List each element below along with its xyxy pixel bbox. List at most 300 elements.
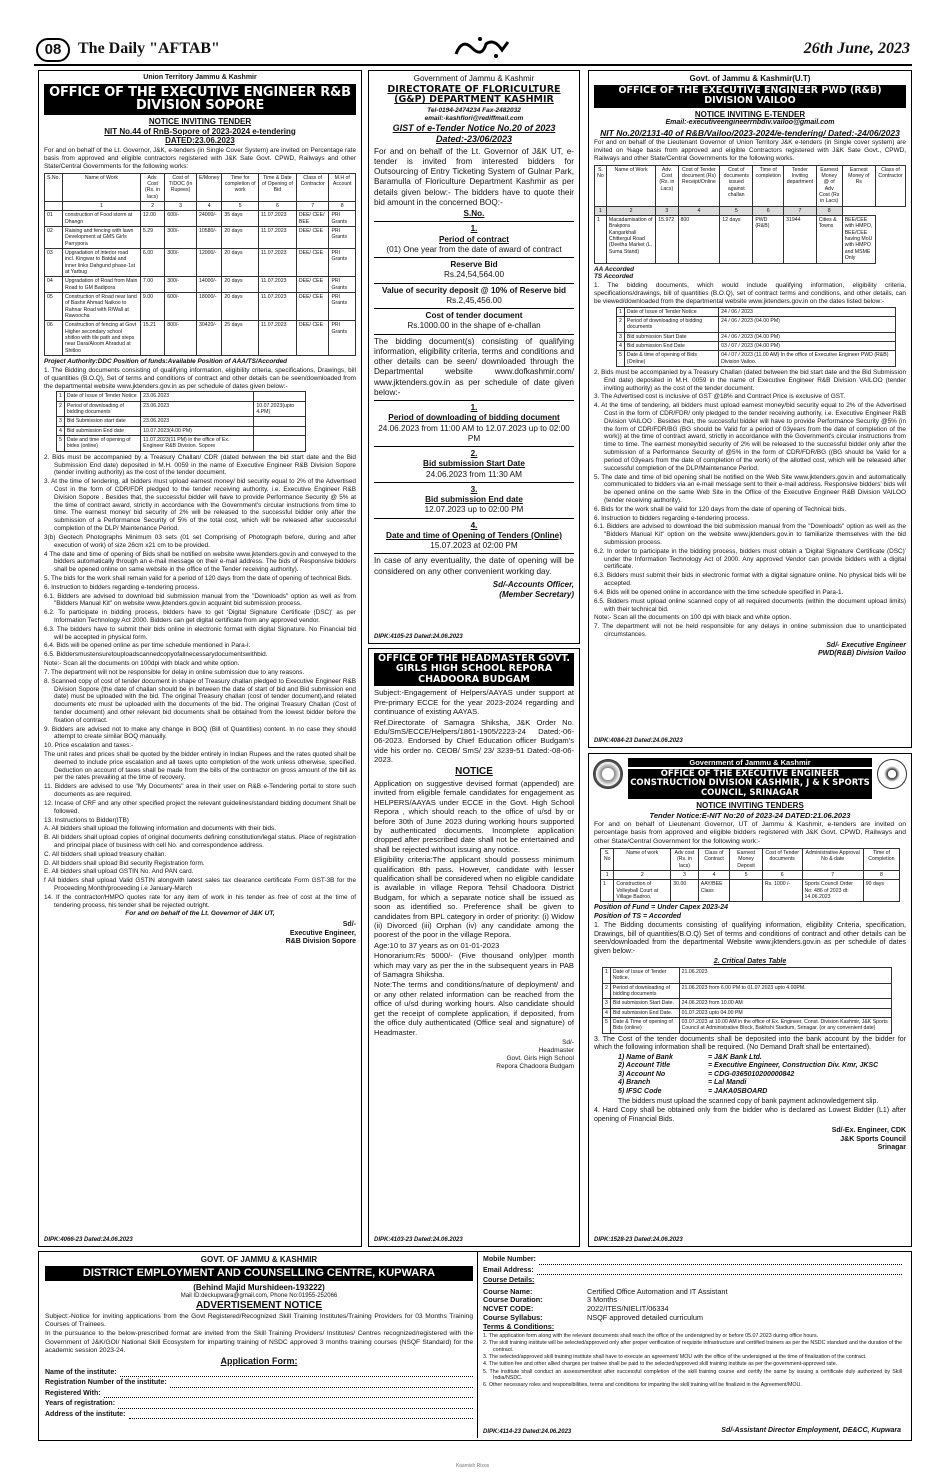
- bank-row: [618, 1062, 906, 1071]
- list-item: 6.1. Bidders are advised to download the bid submission manual from the "Downloads" option as well as the "Bidders Manual Kit" option on the website www.jktenders.gov.in to familiarize themselves with the bid submission process.: [594, 523, 906, 547]
- table-cell: Period of downloading of bidding documents: [610, 983, 679, 999]
- table-header-number: 3: [165, 201, 197, 210]
- list-item: 13. Instructions to Bidder(ITB): [44, 816, 129, 824]
- sports-council-logo-icon: [877, 759, 907, 789]
- table-row: [45, 226, 356, 248]
- bank-label: 3) Account No: [618, 1070, 666, 1078]
- signature-line: R&B Division Sopore: [285, 938, 356, 946]
- dip-number: DIPK:4105-23 Dated:24.06.2023: [374, 633, 463, 640]
- table-header-number: 1: [595, 206, 607, 215]
- signature-line: Srinagar: [877, 1144, 906, 1152]
- table-header-number: 6: [762, 870, 802, 879]
- item-1-no: 1.: [470, 224, 478, 234]
- dip-number: DIPK:1528-23 Dated:24.06.2023: [594, 1236, 683, 1243]
- table-header-cell: Class of Contractor: [296, 173, 329, 201]
- table-header-number: 5: [222, 201, 258, 210]
- reference: Ref.Directorate of Samagra Shiksha, J&K Order No. Edu/SmS/ECCE/Helpers/1861-1905/2223-24 Dated:-06-06-2023. Endorsed by Chief Education officer Budgam's vide his order no. CEOB/ SmS/ 23/ 3239-51 Dated:-08-06-2023.: [374, 717, 574, 765]
- table-header-cell: Tender Inviting department: [784, 165, 817, 206]
- office-title: DISTRICT EMPLOYMENT AND COUNSELLING CENTRE, KUPWARA: [45, 1266, 473, 1281]
- table-header-cell: Earnest Money @ of Adv Cost (Rs in Lacs): [816, 165, 842, 206]
- list-item: Note:- Scan all the documents on 100 dpi with black and white option.: [594, 614, 792, 622]
- date-1-label: Period of downloading of bidding document: [388, 413, 560, 423]
- table-cell: 800: [678, 216, 720, 263]
- table-cell: PRI Grants: [329, 226, 356, 248]
- works-table: [44, 173, 356, 357]
- table-header-number: 7: [296, 201, 329, 210]
- list-item: 6. Instruction to bidders regarding e-tendering process.: [44, 583, 200, 591]
- form-field: [45, 1379, 473, 1388]
- signature-block: [44, 921, 356, 947]
- nit-number: NIT No.44 of RnB-Sopore of 2023-2024 e-tendering: [104, 126, 296, 136]
- list-item: f All bidders shall upload Valid GSTIN alongwith latest sales tax clearance certificate Form GST-3B for the Proceeding Month/proceeding i.e January-March: [44, 877, 356, 892]
- table-row: [617, 307, 896, 316]
- list-item: A. All bidders shall upload the following information and documents with their bids.: [44, 825, 276, 833]
- nit-heading: NOTICE INVITING TENDER: [148, 116, 252, 126]
- issue-date: 26th June, 2023: [803, 40, 910, 57]
- intro-text: For and on behalf of the Lieutenant Governor of Union Territory J&K e-tenders (in Single cover system) are invited on %age basis from approved and eligible Contractors registered with J&K Sate Govt., CPWD, Railways and other State/Central Governments for the following works.: [594, 139, 906, 162]
- table-cell: Bid submission End date: [64, 426, 140, 435]
- list-item: 14. If the contractor/HMPO quotes rate for any item of work in his tender as free of cost at the time of tendering process, his tender shall be rejected outright.: [44, 893, 356, 909]
- table-row: [57, 436, 306, 452]
- table-cell: 12000/-: [196, 248, 221, 276]
- gov-label: Govt. of Jammu & Kashmir(U.T): [689, 74, 811, 83]
- list-item: 3. The selected/approved skill training institute shall have to execute an agreement/ MOU with the office of the undersigned at the time of finalization of the contract.: [483, 1354, 867, 1361]
- table-cell: 11.07.2023: [258, 248, 296, 276]
- decc-left-column: [45, 1255, 473, 1421]
- table-cell: Date of Issue of Tender Notice.: [610, 968, 679, 984]
- dip-number: DIPK:4066-23 Dated:24.06.2023: [44, 1236, 133, 1243]
- page-number: 08: [36, 38, 70, 62]
- table-row: [45, 211, 356, 227]
- table-cell: 5.29: [140, 226, 164, 248]
- signature-block: [594, 1127, 906, 1153]
- date-3-value: 12.07.2023 up to 02:00 PM: [424, 505, 524, 515]
- schedule-table: [616, 307, 896, 367]
- honorarium: Honorarium:Rs 5000/- (Five thousand only)per month which may vary as per the in the subsequent years in PAB of Samagra Shiksha.: [374, 951, 574, 980]
- para-1: In the pursuance to the below-prescribed format are invited from the Skill Training Providers/ Institutes/ Centres recognized/registered with the Government of J&K/GOI/ National Skill Ecosystem for imparting training of NSDC approved 3 months training courses (NSQF Standard) for the academic session 2023-24.: [45, 1330, 473, 1354]
- table-header-number: 7: [802, 870, 863, 879]
- table-cell: 600/-: [165, 211, 197, 227]
- address: (Behind Majid Murshideen-193222): [193, 1283, 325, 1293]
- table-cell: 06: [45, 321, 63, 356]
- para-1: Application on suggestive devised format (appended) are invited from eligible female candidates for engagement as HELPERS/AAYAS under ECCE in the Govt. High School Repora , which should reach to the office of u/sd by or before 30th of June 2023 during working hours supported by authenticated documents. Incomplete application dropped after prescribed date shall not be entertained and shall be rejected without issuing any notice.: [374, 778, 574, 854]
- table-cell: 3: [57, 417, 65, 426]
- list-item: 2. The skill training institute will be selected/approved only after proper verification of requisite infrastructure and certified trainers as per the NSDC standard and the duration of the contract.: [483, 1340, 902, 1353]
- table-header-number: 8: [329, 201, 356, 210]
- table-cell: Bid submission Start Date: [624, 332, 718, 341]
- signature-line: PWD(R&B) Division Vailoo: [817, 650, 906, 658]
- gov-label: Government of Jammu & Kashmir: [413, 74, 535, 83]
- critical-dates-heading: 2. Critical Dates Table: [713, 957, 787, 965]
- signature-line: Sd/-: [342, 921, 356, 929]
- table-cell: 24 / 06 / 2023 (04.00 PM): [719, 332, 896, 341]
- table-cell: Date of Issue of Tender Notice: [624, 307, 718, 316]
- table-header-cell: Time of completion: [753, 165, 784, 206]
- table-header-number: 8: [816, 206, 842, 215]
- table-cell: 1: [603, 968, 611, 984]
- table-cell: 21.06.2023 from 6.00 PM to 01.07.2023 upto 4.00PM.: [679, 983, 891, 999]
- bank-row: [618, 1079, 906, 1088]
- table-header-number: 3: [656, 206, 678, 215]
- table-cell: 25 days: [222, 321, 258, 356]
- security-label: Value of security deposit @ 10% of Reserve bid: [381, 285, 567, 295]
- list-item: 5. The institute shall conduct an assessment/test after successful completion of the skill training course and certify the same by issuing a certificate duly authorized by Skill India/NSDC.: [483, 1368, 902, 1382]
- list-item: 7. The department will not be held responsible for any delays in online submission due to unanticipated circumstances.: [594, 623, 906, 638]
- table-cell: 12 days: [720, 216, 753, 263]
- table-cell: 03 / 07 / 2023 (04.00 PM): [719, 341, 896, 350]
- nit-heading: NOTICE INVITING TENDERS: [696, 801, 804, 811]
- table-cell: DEE/ CEE: [296, 293, 329, 321]
- table-header-number: 5: [720, 206, 753, 215]
- table-cell: 23.06.2023: [141, 417, 254, 426]
- table-header-cell: Adv cost (Rs. in lacs): [671, 848, 699, 870]
- security-value: Rs.2,45,456.00: [446, 295, 502, 305]
- position-of-fund: Position of Fund = Under Capex 2023-24: [594, 904, 729, 912]
- para-1: 1. The Bidding documents consisting of qualifying information, eligibility Criteria, specification, Drawings, bill of quantities(B.O.Q) Set of terms and conditions of contract and other details can be seen/downloaded from the departmental Website www.jktenders.gov.in as per schedule of dates given below:-: [594, 922, 906, 955]
- table-header-number: 1: [601, 870, 614, 879]
- list-item: 11. Bidders are advised to use "My Documents" area in their user on R&B e-Tendering portal to store such documents as are required.: [44, 783, 356, 799]
- list-item: 8. Scanned copy of cost of tender document in shape of Treasury challan pledged to Executive Engineer R&B Division Sopore (the date of challan should be in between the date of start of bid and Bid submission end date) must be uploaded with the bid. The original Treasury challan (cost of tender document),and related documents etc must be uploaded with the documents of the bid. The original Treasury Challan (Cost of tender document) and other relevant bid documents shall be obtained from the lowest bidder before the fixation of contract.: [44, 677, 356, 724]
- form-heading: Application Form:: [220, 1355, 298, 1366]
- list-item: 3(b) Geotech Photographs Minimum 03 sets (01 set Comprising of Photograph before, during and after execution of work) of size 26cm x21 cm to be provided.: [44, 533, 356, 549]
- email: Email:-executiveengineerrnbdiv.vailoo@gmail.com: [665, 119, 835, 127]
- table-header-number: 4: [678, 206, 720, 215]
- table-header-cell: Adv. Cost (Rs. in Lacs): [656, 165, 678, 206]
- course-label: NCVET CODE:: [483, 1304, 534, 1314]
- signature-line: Sd/-: [562, 1038, 574, 1046]
- critical-dates-table: [602, 967, 892, 1034]
- dip-number: DIPK:4084-23 Dated:24.06.2023: [594, 737, 683, 744]
- pwd-vailoo-notice: [588, 70, 912, 748]
- table-cell: 4: [603, 1008, 611, 1017]
- table-cell: AAY/BEE Class: [698, 880, 730, 902]
- bank-label: 4) Branch: [618, 1079, 651, 1087]
- table-header-cell: E/Money: [196, 173, 221, 201]
- table-cell: Bid submission End Date: [624, 341, 718, 350]
- table-cell: Upgradation of interior road incl. Kingwar to Batdal and inner links Dahgund phase-1st at Yarbug: [62, 248, 140, 276]
- date-4-no: 4.: [470, 520, 478, 530]
- terms-heading: Terms & Conditions:: [483, 1322, 555, 1332]
- table-cell: 2: [617, 316, 625, 332]
- table-cell: Upgradation of Road from Main Road to GM Badipora: [62, 277, 140, 293]
- table-cell: [254, 436, 306, 452]
- table-cell: Rs. 1000 /-: [762, 880, 802, 902]
- list-item: 10. Price escalation and taxes:-: [44, 742, 134, 750]
- works-table: [600, 848, 900, 902]
- table-cell: 23.06.2023: [141, 392, 254, 401]
- table-cell: Construction of Volleyball Court at Village Badroo.: [614, 880, 671, 902]
- table-cell: 24 / 06 / 2023 (04.00 PM): [719, 316, 896, 332]
- table-row: [617, 341, 896, 350]
- list-item: 2. Bids must be accompanied by a Treasury Challan (dated between the bid start date and the Bid Submission End date) deposited in M.H. 0059 in the name of Executive Engineer R&B Division VAILOO (tender inviting authority) as the cost of the tender document.: [594, 368, 906, 392]
- table-cell: PRI Grants: [329, 277, 356, 293]
- list-item: 6. Bids for the work shall be valid for 120 days from the date of opening of Technical bids.: [594, 505, 847, 513]
- form-field-label: Course Details:: [483, 1277, 535, 1285]
- form-field-label: Registration Number of the institute:: [45, 1379, 167, 1387]
- table-cell: Period of downloading of bidding documents: [624, 316, 718, 332]
- signature-block: [374, 580, 574, 600]
- para-1: 1. The bidding documents, which would include qualifying information, eligibility criteria, specifications/drawings, bill of quantities (B.O.Q), set of contract terms and conditions, and other details, can be viewed/downloaded from the departmental website www.jktenders.gov.in on the dates listed below:-: [594, 282, 906, 305]
- table-cell: 10580/-: [196, 226, 221, 248]
- course-row: [483, 1288, 902, 1297]
- list-item: 6.4. Bids will be opened online in accordance with the time schedule specified in Para-1.: [594, 588, 844, 596]
- list-item: 6. Other necessary roles and responsibilities, terms and conditions for imparting the skill training will be finalized in the Agreement/MOU.: [483, 1382, 802, 1389]
- contact: Mail ID:deckupwara@gmail.com, Phone No:01955-252066: [180, 1292, 338, 1299]
- decc-kupwara-notice: [38, 1251, 912, 1441]
- table-row: [45, 248, 356, 276]
- table-cell: 2: [603, 983, 611, 999]
- advertisement-heading: ADVERTISEMENT NOTICE: [195, 1300, 323, 1312]
- bank-value: = Executive Engineer, Construction Div. Kmr, JKSC: [708, 1062, 879, 1070]
- table-cell: 02: [45, 226, 63, 248]
- table-cell: 10.07.2023(upto 4.PM): [254, 401, 306, 417]
- signature-line: Executive Engineer,: [289, 929, 356, 937]
- table-header-number: 6: [753, 206, 784, 215]
- list-item: 6.2. To participate in bidding process, bidders have to get 'Digital Signature Certificate (DSC)' as per Information Technology Act 2000. Bidders can get digital certificate from any approved vendor.: [44, 609, 356, 624]
- table-cell: 21.06.2023: [679, 968, 891, 984]
- table-cell: [730, 880, 762, 902]
- table-cell: 1: [595, 216, 607, 263]
- table-cell: 5: [617, 351, 625, 367]
- table-cell: 4: [617, 341, 625, 350]
- table-cell: 3: [617, 332, 625, 341]
- table-header-cell: Class of Contractor: [875, 165, 905, 206]
- table-cell: 04 / 07 / 2023 (11.00 AM) In the office of Executive Engineer PWD (R&B) Division Vailoo.: [719, 351, 896, 367]
- table-header-cell: S.No.: [45, 173, 63, 201]
- table-cell: 31944: [784, 216, 817, 263]
- office-title: OFFICE OF THE EXECUTIVE ENGINEER CONSTRUCTION DIVISION KASHMIR, J & K SPORTS COUNCIL, SRINAGAR: [628, 769, 872, 799]
- period-value: (01) One year from the date of award of contract: [386, 244, 562, 254]
- table-row: [603, 1008, 892, 1017]
- list-item: 6. Instruction to bidders regarding e-tendering process.: [594, 514, 750, 522]
- signature-line: Sd/- Executive Engineer: [826, 641, 906, 649]
- table-cell: 11.07.2023: [258, 226, 296, 248]
- table-cell: 15.21: [140, 321, 164, 356]
- course-label: Course Syllabus:: [483, 1313, 543, 1323]
- tender-cost-value: Rs.1000.00 in the shape of e-challan: [407, 321, 541, 331]
- course-details: [483, 1288, 902, 1324]
- course-value: 2022/ITES/NIELIT/06334: [587, 1304, 669, 1314]
- table-cell: Construction of Road near land of Bashir Ahmad Naikoo to Rahnar Road with R/Wall at Rawoocha: [62, 293, 140, 321]
- form-field-line: [539, 1256, 902, 1265]
- table-header-cell: Time of Completion: [863, 848, 899, 870]
- table-cell: Period of downloading of bidding documents: [64, 401, 140, 417]
- aa-label: AA Accorded: [594, 265, 635, 273]
- table-cell: 12.00: [140, 211, 164, 227]
- sports-council-notice: [588, 753, 912, 1247]
- bank-upload-note: The bidders must upload the scanned copy of bank payment acknowledgement slip.: [618, 1097, 879, 1105]
- gov-label: GOVT. OF JAMMU & KASHMIR: [200, 1255, 318, 1264]
- table-cell: 03.07.2023 at 10.00 AM in the office of Ex. Engineer, Const. Division Kashmir, J&K Sports Council at Administrative Block, Bakhshi Stadium, Srinagar. (or any convenient date): [679, 1018, 891, 1034]
- table-header-cell: Name of work: [614, 848, 671, 870]
- para-4: 4. Hard Copy shall be obtained only from the bidder who is declared as Lowest Bidder (L1) after opening of Financial Bids.: [594, 1107, 906, 1123]
- list-item: 12. Incase of CRF and any other specified project the relevant guidelines/standard bidding document Shall be followed.: [44, 799, 356, 815]
- table-cell: Date and time of opening of bides (online): [64, 436, 140, 452]
- reserve-bid-label: Reserve Bid: [450, 260, 498, 270]
- headmaster-notice: [368, 648, 580, 1247]
- signature-line: (Member Secretary): [499, 589, 574, 599]
- form-field-label: Years of registration:: [45, 1400, 116, 1408]
- table-cell: 1: [617, 307, 625, 316]
- form-field: [483, 1256, 902, 1265]
- table-cell: 2: [57, 401, 65, 417]
- table-cell: 11.07.2023: [258, 321, 296, 356]
- intro-text: For and on behalf of the Lt. Governor of J&K UT, e-tender is invited from interested bidders for Outsourcing of Entry Ticketing System of Gulnar Park, Baramulla of Floriculture Department Kashmir as per details given below:- The bidders have to quote their bid amount in the concerned BOQ:-: [374, 146, 574, 207]
- table-header-number: 2: [614, 870, 671, 879]
- table-cell: PWD (R&B): [753, 216, 784, 263]
- list-item: 4. At the time of tendering, all bidders must upload earnest money/bid security equal to 2% of the Advertised Cost in the form of CDR/FDR/ only pledged to the tender receiving authority, i.e. Executive Engineer R&B Division VAILOO . Besides that, the successful bidder will have to provide Performance Security @5% (in the form of CDR/FDR/BG (BG should be Valid for a period of 03years from the date of completion of the work)) at the time of contract award, strictly in accordance with the Government's circular instructions from time to time. The earnest money/bid security of 2% will be released to the successful bidder only after the submission of a Performance Security of @5% in the form of CDR/FDR/BG ((BG should be Valid for a period of 03years from the date of completion of the work) of the allotted cost, which will be released after successful completion of the DLP/Maintenance Period.: [594, 402, 906, 472]
- table-header-cell: M.H of Account: [329, 173, 356, 201]
- table-cell: Sports Council Order No: 486 of 2023 dt: 14.06.2023: [802, 880, 863, 902]
- list-item: 2. Bids must be accompanied by a Treasury Challan/ CDR (dated between the bid start date and the Bid Submission End date) deposited in M.H. 0059 in the name of Executive Engineer R&B Division Sopore (tender inviting authority) as the cost of the tender document.: [44, 453, 356, 477]
- table-header-cell: Class of Contract: [698, 848, 730, 870]
- ut-label: Union Territory Jammu & Kashmir: [143, 74, 257, 81]
- table-header-number: 8: [863, 870, 899, 879]
- table-cell: DEE/ CEE: [296, 321, 329, 356]
- table-row: [57, 417, 306, 426]
- table-cell: PRI Grants: [329, 211, 356, 227]
- signature-line: Sd/-Accounts Officer,: [492, 579, 574, 589]
- table-cell: Construction of fencing at Govt Higher secondary school shitloo with tile path and steps near Dara/Aloom Ahradud at Shitloo: [62, 321, 140, 356]
- dip-number: DIPK:4103-23 Dated:24.06.2023: [374, 1236, 463, 1243]
- table-cell: 11.07.2023(11 PM) in the office of Ex. Engineer R&B Division. Sopore: [141, 436, 254, 452]
- list-item: 6.4. Bids will be opened online as per time schedule mentioned in Para-I.: [44, 642, 251, 650]
- table-header-cell: Earnest Money Deposit: [730, 848, 762, 870]
- form-field: [45, 1369, 473, 1378]
- table-row: [603, 968, 892, 984]
- table-header-cell: Name of Work: [606, 165, 655, 206]
- page-header: [34, 34, 912, 66]
- course-value: Certified Office Automation and IT Assistant: [587, 1286, 728, 1296]
- bank-row: [618, 1088, 906, 1097]
- page-footer: Kaamish Risos: [455, 1463, 490, 1469]
- age: Age:10 to 37 years as on 01-01-2023: [374, 940, 500, 950]
- table-header-number: 2: [606, 206, 655, 215]
- table-cell: PRI Grants: [329, 293, 356, 321]
- table-cell: 20 days: [222, 248, 258, 276]
- table-header-cell: Earnest Money of Rs: [842, 165, 875, 206]
- table-header-cell: Name of Work: [62, 173, 140, 201]
- schedule-table: [56, 391, 306, 451]
- table-cell: Date of Issue of Tender Notice: [64, 392, 140, 401]
- table-cell: 7.00: [140, 277, 164, 293]
- office-title: OFFICE OF THE EXECUTIVE ENGINEER PWD (R&B) DIVISION VAILOO: [594, 85, 906, 108]
- signature-line: Repora Chadoora Budgam: [496, 1063, 574, 1071]
- gist-heading: GIST of e-Tender Notice No.20 of 2023: [392, 123, 556, 134]
- table-cell: [254, 392, 306, 401]
- table-row: [45, 293, 356, 321]
- date-2-no: 2.: [470, 449, 478, 459]
- date-3-label: Bid submission End date: [425, 495, 523, 505]
- table-header-cell: Administrative Approval No & date: [802, 848, 863, 870]
- nit-number: NIT No.20/2131-40 of R&B/Vailoo/2023-2024/e-tendering/ Dated:-24/06/2023: [600, 127, 900, 138]
- form-field-line: [170, 1379, 473, 1388]
- table-row: [617, 351, 896, 367]
- office-title: OFFICE OF THE EXECUTIVE ENGINEER R&B DIVISION SOPORE: [44, 84, 356, 115]
- form-fields-2: [483, 1256, 902, 1286]
- table-header-number: 4: [196, 201, 221, 210]
- list-item: 5. The bids for the work shall remain valid for a period of 120 days from the date of opening of technical Bids.: [44, 574, 352, 582]
- list-item: 3. At the time of tendering, all bidders must upload earnest money/ bid security equal to 2% of the Advertised Cost in the form of CDR/FDR pledged to the tender receiving authority, i.e. Executive Engineer R&B Division Sopore . Besides that, the successful bidder will have to provide Performance Security @ 5% at the time of contract award, strictly in accordance with the Government's circular instructions from time to time. The earnest money/ bid security of 2% will be released to the successful bidder only after the submission of a Performance Security of 5% of the total cost, which will be released after successful completion of the DLP/ Maintenance Period.: [44, 478, 356, 533]
- gov-label: Government of Jammu & Kashmir: [628, 758, 872, 767]
- form-field-line: [537, 1267, 902, 1276]
- sno-label: S.No.: [463, 209, 485, 219]
- project-authority: Project Authority:DDC Position of funds:Available Position of AAA/TS/Accorded: [44, 358, 288, 366]
- reserve-bid-value: Rs.24,54,564.00: [443, 270, 505, 280]
- email: email:-kashflori@rediffmail.com: [424, 115, 524, 122]
- table-header-number: 4: [698, 870, 730, 879]
- table-cell: 24 / 06 / 2023: [719, 307, 896, 316]
- dip-number: DIPK:4114-23 Dated:24.06.2023: [483, 1428, 572, 1435]
- table-cell: DEE/ CEE: [296, 226, 329, 248]
- date-1-no: 1.: [470, 403, 478, 413]
- bank-details: [618, 1054, 906, 1097]
- behalf-line: For and on behalf of the Lt. Governor of J&K UT,: [125, 910, 275, 918]
- table-cell: 05: [45, 293, 63, 321]
- table-row: [603, 1018, 892, 1034]
- signature-block: [594, 642, 906, 659]
- list-item: E. All bidders shall upload GSTIN No. And PAN card.: [44, 868, 194, 876]
- bank-label: 5) IFSC Code: [618, 1087, 662, 1095]
- decc-right-column: [477, 1252, 907, 1438]
- table-cell: 01.07.2023 upto 04.00 PM: [679, 1008, 891, 1017]
- bank-value: = CDG-0365010200000842: [708, 1070, 795, 1078]
- table-cell: 1: [57, 392, 65, 401]
- table-row: [617, 332, 896, 341]
- bank-value: = Lal Mandi: [708, 1079, 747, 1087]
- date-4-value: 15.07.2023 at 02:00 PM: [430, 541, 518, 551]
- table-cell: 01: [45, 211, 63, 227]
- table-cell: Cities & Towns: [816, 216, 842, 263]
- table-cell: PRI Grants: [329, 248, 356, 276]
- table-cell: 24000/-: [196, 211, 221, 227]
- newspaper-name: The Daily "AFTAB": [78, 40, 220, 57]
- form-field-label: Registered With:: [45, 1389, 101, 1397]
- form-field: [45, 1400, 473, 1409]
- table-cell: [254, 417, 306, 426]
- form-field: [483, 1277, 902, 1286]
- table-cell: 03: [45, 248, 63, 276]
- table-row: [45, 277, 356, 293]
- table-cell: 30420/-: [196, 321, 221, 356]
- list-item: 6.2. In order to participate in the bidding process, bidders must obtain a 'Digital Signature Certificate (DSC)' under the Information Technology Act of 2000. Any approved Vendor can provide bidders with a digital certificate.: [594, 547, 906, 571]
- table-cell: 23.06.2023: [141, 401, 254, 417]
- intro-text: For and on behalf of the Lt. Governor, J&K, e-tenders (in Single Cover System) are invited on Percentage rate basis from approved and eligible contractors registered with J&K Sate Govt. CPWD, Railways and other State/Central Governments for the following works:: [44, 147, 356, 170]
- table-cell: 5: [603, 1018, 611, 1034]
- nit-heading: NOTICE INVITING E-TENDER: [694, 109, 806, 119]
- table-row: [603, 983, 892, 999]
- table-cell: 3: [603, 999, 611, 1008]
- table-cell: 4: [57, 426, 65, 435]
- list-item: 6.5. Bidders must upload online scanned copy of all required documents (within the document upload limits) with their technical bid.: [594, 597, 906, 613]
- form-field-label: Name of the institute:: [45, 1368, 117, 1376]
- table-cell: [254, 426, 306, 435]
- signature-line: Sd/-Ex. Engineer, CDK: [831, 1127, 906, 1135]
- table-cell: Date & Time of opening of Bids (online): [610, 1018, 679, 1034]
- list-item: 4. The tuition fee and other allied charges per trainee shall be paid to the selected/approved skill training institute as per the government-approved rate.: [483, 1361, 838, 1368]
- table-row: [45, 321, 356, 356]
- works-table: [594, 165, 906, 264]
- date-2-value: 24.06.2023 from 11:30 AM: [426, 469, 522, 479]
- list-item: 4 The date and time of opening of Bids shall be notified on website www.jktenders.gov.in and conveyed to the bidders automatically through an e-mail message on their e-mail address. The bids of Responsive bidders shall be opened online on same website in the office of the Tender receiving authority).: [44, 550, 356, 574]
- form-fields: [45, 1369, 473, 1420]
- list-item: 7. The department will not be responsible for delay in online submission due to any reasons.: [44, 668, 305, 676]
- course-label: Course Name:: [483, 1286, 533, 1296]
- table-cell: 11.07.2023: [258, 293, 296, 321]
- list-item: 1. The application form along with the relevant documents shall reach the office of the undersigned by or before 05.07.2023 during office hours.: [483, 1333, 819, 1340]
- table-header-cell: Cost of Tender document (Rs) Receipt/Online: [678, 165, 720, 206]
- intro-text: For and on behalf of Lieutenant Governor, UT of Jammu & Kashmir, e-tenders are invited on percentage basis from approved and eligible bidders registered with J&K Govt. CPWD, Railways and other State/Central Government for the following work:-: [594, 821, 906, 845]
